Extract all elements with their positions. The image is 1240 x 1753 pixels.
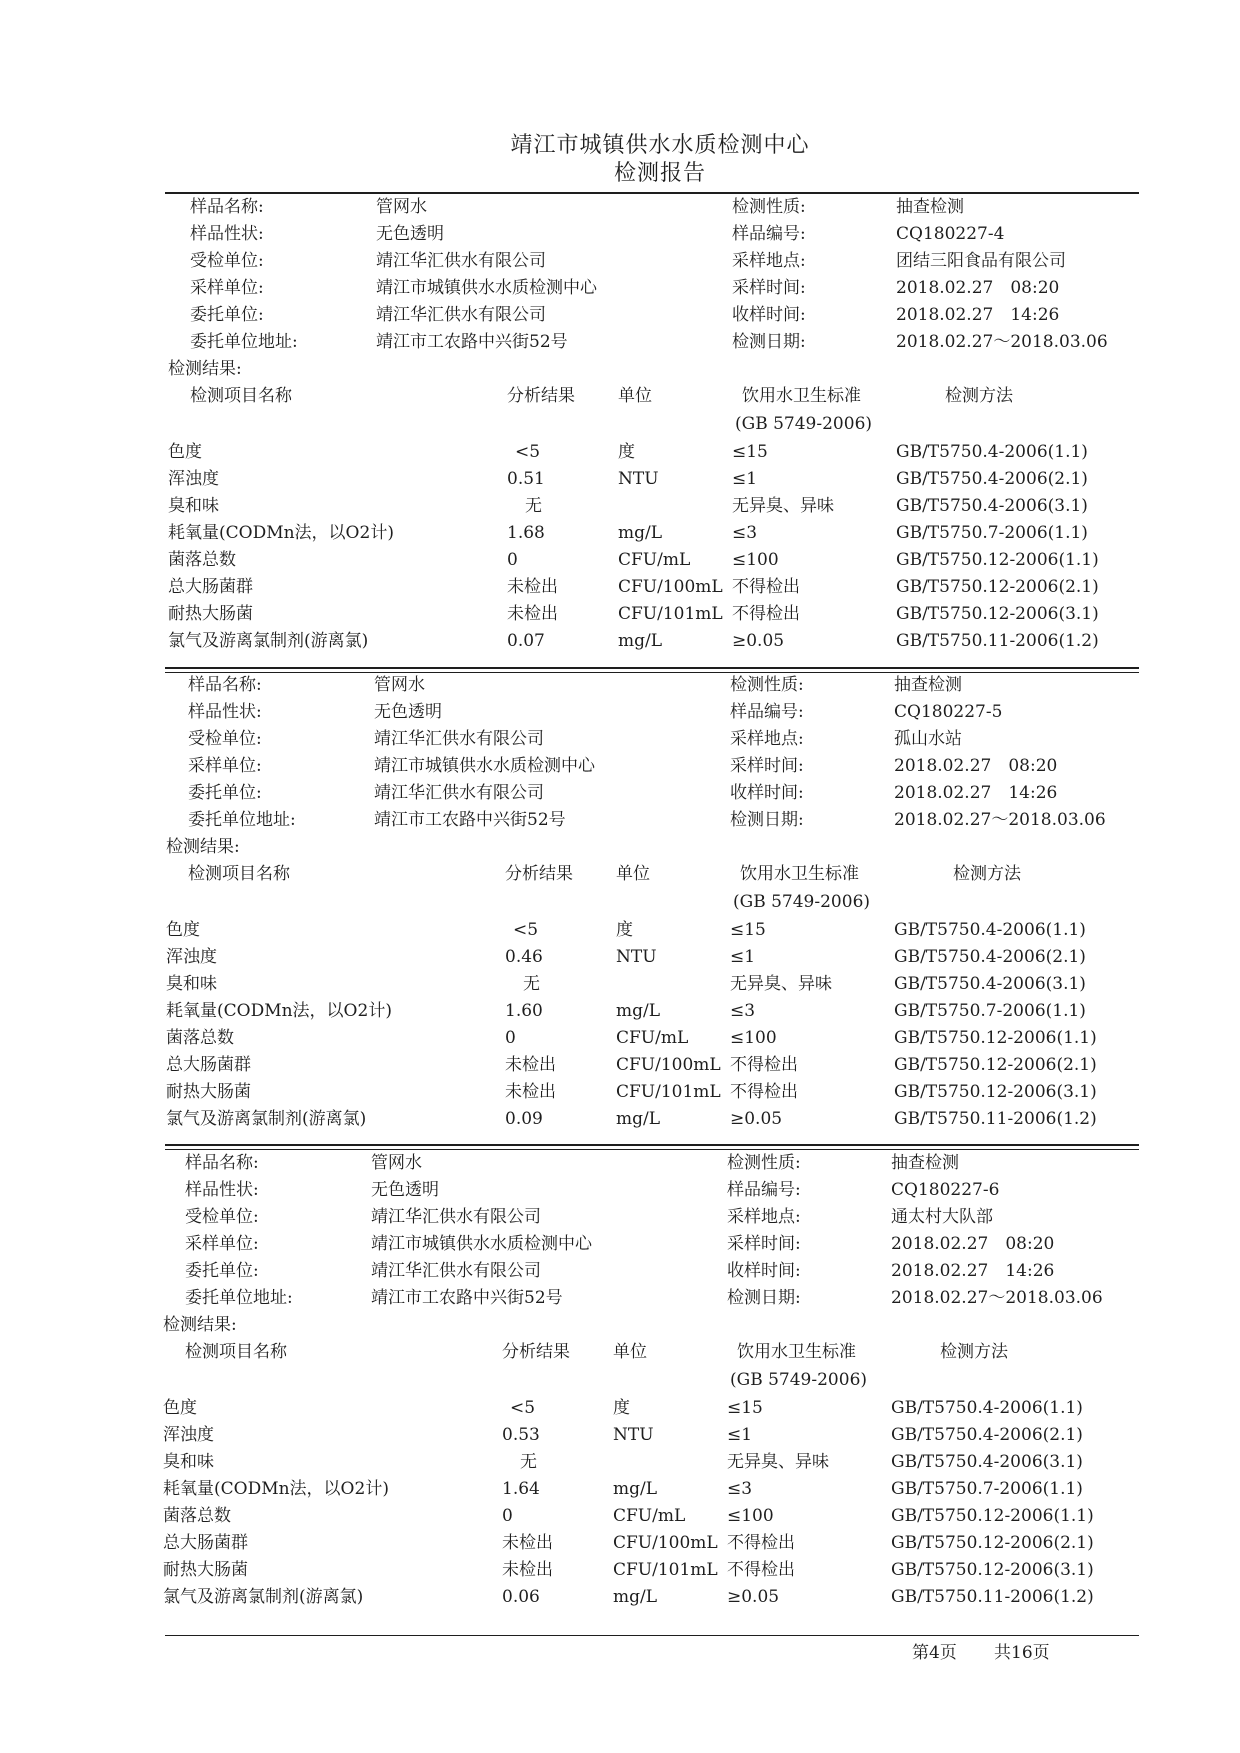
result-unit: mg/L: [618, 523, 663, 543]
result-unit: mg/L: [613, 1479, 658, 1499]
result-item: 氯气及游离氯制剂(游离氯): [166, 1109, 367, 1129]
result-method: GB/T5750.12-2006(1.1): [894, 1028, 1097, 1048]
result-method: GB/T5750.4-2006(1.1): [896, 442, 1088, 462]
col-header-result: 分析结果: [502, 1342, 570, 1362]
result-value: 未检出: [502, 1533, 553, 1553]
result-method: GB/T5750.12-2006(1.1): [896, 550, 1099, 570]
value-client-unit: 靖江华汇供水有限公司: [376, 305, 546, 325]
label-receiving-time: 收样时间:: [730, 783, 804, 803]
label-sample-property: 样品性状:: [190, 224, 264, 244]
result-value: 0.53: [502, 1425, 540, 1445]
result-item: 浑浊度: [166, 947, 217, 967]
result-standard: ≤15: [727, 1398, 763, 1418]
result-value: 1.64: [502, 1479, 540, 1499]
label-sample-no: 样品编号:: [732, 224, 806, 244]
result-standard: ≤3: [727, 1479, 753, 1499]
result-method: GB/T5750.12-2006(1.1): [891, 1506, 1094, 1526]
footer-divider: [165, 1635, 1139, 1636]
result-standard: 不得检出: [730, 1055, 798, 1075]
label-inspected-unit: 受检单位:: [188, 729, 262, 749]
result-method: GB/T5750.12-2006(2.1): [894, 1055, 1097, 1075]
value-sampling-time: 2018.02.27 08:20: [894, 756, 1058, 776]
result-standard: 不得检出: [727, 1533, 795, 1553]
label-client-address: 委托单位地址:: [185, 1288, 293, 1308]
result-value: 未检出: [502, 1560, 553, 1580]
result-unit: CFU/101mL: [616, 1082, 721, 1102]
result-unit: CFU/101mL: [613, 1560, 718, 1580]
result-standard: ≤100: [732, 550, 779, 570]
result-value: 0.46: [505, 947, 543, 967]
label-test-nature: 检测性质:: [727, 1153, 801, 1173]
result-standard: ≤15: [732, 442, 768, 462]
value-receiving-time: 2018.02.27 14:26: [894, 783, 1058, 803]
result-method: GB/T5750.12-2006(2.1): [896, 577, 1099, 597]
col-header-standard-ref: (GB 5749-2006): [735, 414, 873, 434]
value-client-address: 靖江市工农路中兴街52号: [371, 1288, 563, 1308]
value-test-nature: 抽查检测: [891, 1153, 959, 1173]
label-sample-property: 样品性状:: [185, 1180, 259, 1200]
result-unit: CFU/mL: [618, 550, 691, 570]
label-sampling-time: 采样时间:: [732, 278, 806, 298]
value-sample-property: 无色透明: [374, 702, 442, 722]
result-unit: mg/L: [616, 1001, 661, 1021]
result-method: GB/T5750.11-2006(1.2): [891, 1587, 1094, 1607]
result-method: GB/T5750.7-2006(1.1): [896, 523, 1088, 543]
result-unit: CFU/100mL: [613, 1533, 718, 1553]
result-item: 浑浊度: [163, 1425, 214, 1445]
value-sample-no: CQ180227-6: [891, 1180, 1000, 1200]
value-receiving-time: 2018.02.27 14:26: [896, 305, 1060, 325]
result-method: GB/T5750.12-2006(3.1): [894, 1082, 1097, 1102]
result-standard: ≥0.05: [727, 1587, 780, 1607]
result-item: 臭和味: [166, 974, 217, 994]
label-sampling-time: 采样时间:: [727, 1234, 801, 1254]
result-standard: ≤3: [730, 1001, 756, 1021]
result-standard: 无异臭、异味: [732, 496, 834, 516]
label-client-unit: 委托单位:: [188, 783, 262, 803]
result-item: 色度: [163, 1398, 197, 1418]
result-value: 0: [502, 1506, 513, 1526]
result-unit: CFU/101mL: [618, 604, 723, 624]
value-sampling-site: 团结三阳食品有限公司: [896, 251, 1066, 271]
value-sampling-site: 通太村大队部: [891, 1207, 993, 1227]
col-header-item: 检测项目名称: [190, 386, 292, 406]
result-method: GB/T5750.4-2006(3.1): [894, 974, 1086, 994]
value-sample-name: 管网水: [376, 197, 427, 217]
value-sample-name: 管网水: [371, 1153, 422, 1173]
label-sampling-site: 采样地点:: [732, 251, 806, 271]
result-value: 未检出: [505, 1082, 556, 1102]
result-item: 耗氧量(CODMn法，以O2计): [166, 1001, 392, 1021]
label-inspected-unit: 受检单位:: [185, 1207, 259, 1227]
result-item: 耐热大肠菌: [168, 604, 253, 624]
total-pages: 共16页: [994, 1643, 1050, 1663]
result-item: 总大肠菌群: [166, 1055, 251, 1075]
result-value: 0.07: [507, 631, 545, 651]
result-method: GB/T5750.7-2006(1.1): [891, 1479, 1083, 1499]
result-method: GB/T5750.4-2006(2.1): [894, 947, 1086, 967]
label-sample-no: 样品编号:: [727, 1180, 801, 1200]
label-client-address: 委托单位地址:: [188, 810, 296, 830]
value-sampling-unit: 靖江市城镇供水水质检测中心: [371, 1234, 592, 1254]
label-results: 检测结果:: [163, 1315, 237, 1335]
col-header-unit: 单位: [613, 1342, 647, 1362]
label-sample-property: 样品性状:: [188, 702, 262, 722]
value-test-nature: 抽查检测: [896, 197, 964, 217]
result-item: 色度: [166, 920, 200, 940]
value-test-nature: 抽查检测: [894, 675, 962, 695]
value-sampling-time: 2018.02.27 08:20: [896, 278, 1060, 298]
value-test-date: 2018.02.27～2018.03.06: [891, 1288, 1103, 1308]
value-inspected-unit: 靖江华汇供水有限公司: [371, 1207, 541, 1227]
result-unit: NTU: [618, 469, 659, 489]
result-unit: mg/L: [616, 1109, 661, 1129]
result-item: 菌落总数: [163, 1506, 231, 1526]
result-method: GB/T5750.4-2006(2.1): [896, 469, 1088, 489]
col-header-method: 检测方法: [940, 1342, 1008, 1362]
col-header-result: 分析结果: [505, 864, 573, 884]
result-item: 菌落总数: [168, 550, 236, 570]
result-standard: ≤1: [730, 947, 756, 967]
result-method: GB/T5750.4-2006(3.1): [896, 496, 1088, 516]
col-header-method: 检测方法: [953, 864, 1021, 884]
value-sample-name: 管网水: [374, 675, 425, 695]
label-results: 检测结果:: [166, 837, 240, 857]
col-header-method: 检测方法: [945, 386, 1013, 406]
value-sample-no: CQ180227-5: [894, 702, 1003, 722]
col-header-standard-ref: (GB 5749-2006): [730, 1370, 868, 1390]
result-standard: 不得检出: [727, 1560, 795, 1580]
label-sampling-unit: 采样单位:: [190, 278, 264, 298]
result-method: GB/T5750.12-2006(3.1): [896, 604, 1099, 624]
value-inspected-unit: 靖江华汇供水有限公司: [374, 729, 544, 749]
result-value: 1.68: [507, 523, 545, 543]
result-value: 未检出: [507, 604, 558, 624]
value-client-address: 靖江市工农路中兴街52号: [376, 332, 568, 352]
col-header-item: 检测项目名称: [188, 864, 290, 884]
result-method: GB/T5750.7-2006(1.1): [894, 1001, 1086, 1021]
result-standard: 不得检出: [730, 1082, 798, 1102]
result-standard: 无异臭、异味: [730, 974, 832, 994]
result-item: 总大肠菌群: [163, 1533, 248, 1553]
result-method: GB/T5750.11-2006(1.2): [896, 631, 1099, 651]
value-sample-property: 无色透明: [371, 1180, 439, 1200]
result-item: 耗氧量(CODMn法，以O2计): [168, 523, 394, 543]
result-unit: 度: [616, 920, 633, 940]
col-header-item: 检测项目名称: [185, 1342, 287, 1362]
result-standard: 无异臭、异味: [727, 1452, 829, 1472]
result-value: 无: [523, 974, 540, 994]
result-standard: ≤15: [730, 920, 766, 940]
result-method: GB/T5750.4-2006(1.1): [891, 1398, 1083, 1418]
result-method: GB/T5750.4-2006(3.1): [891, 1452, 1083, 1472]
label-sampling-unit: 采样单位:: [185, 1234, 259, 1254]
label-client-unit: 委托单位:: [190, 305, 264, 325]
result-standard: ≤3: [732, 523, 758, 543]
result-value: 0: [507, 550, 518, 570]
result-value: 未检出: [507, 577, 558, 597]
value-client-unit: 靖江华汇供水有限公司: [371, 1261, 541, 1281]
col-header-unit: 单位: [616, 864, 650, 884]
value-test-date: 2018.02.27～2018.03.06: [894, 810, 1106, 830]
col-header-standard: 饮用水卫生标准: [742, 386, 861, 406]
label-test-date: 检测日期:: [727, 1288, 801, 1308]
result-value: <5: [513, 920, 539, 940]
value-test-date: 2018.02.27～2018.03.06: [896, 332, 1108, 352]
result-value: 0.09: [505, 1109, 543, 1129]
result-item: 耗氧量(CODMn法，以O2计): [163, 1479, 389, 1499]
result-item: 耐热大肠菌: [166, 1082, 251, 1102]
result-item: 氯气及游离氯制剂(游离氯): [163, 1587, 364, 1607]
result-unit: CFU/mL: [613, 1506, 686, 1526]
result-unit: mg/L: [618, 631, 663, 651]
result-value: <5: [510, 1398, 536, 1418]
value-sample-no: CQ180227-4: [896, 224, 1005, 244]
label-sample-name: 样品名称:: [185, 1153, 259, 1173]
value-sampling-unit: 靖江市城镇供水水质检测中心: [376, 278, 597, 298]
label-sampling-site: 采样地点:: [730, 729, 804, 749]
result-value: 无: [520, 1452, 537, 1472]
result-value: 无: [525, 496, 542, 516]
label-receiving-time: 收样时间:: [732, 305, 806, 325]
result-unit: NTU: [616, 947, 657, 967]
result-method: GB/T5750.4-2006(2.1): [891, 1425, 1083, 1445]
value-sampling-time: 2018.02.27 08:20: [891, 1234, 1055, 1254]
label-client-address: 委托单位地址:: [190, 332, 298, 352]
value-sample-property: 无色透明: [376, 224, 444, 244]
result-unit: NTU: [613, 1425, 654, 1445]
result-unit: CFU/100mL: [616, 1055, 721, 1075]
label-test-nature: 检测性质:: [732, 197, 806, 217]
label-test-date: 检测日期:: [730, 810, 804, 830]
result-value: <5: [515, 442, 541, 462]
result-method: GB/T5750.12-2006(2.1): [891, 1533, 1094, 1553]
sample-section-3: [0, 956, 1235, 1607]
report-title: 靖江市城镇供水水质检测中心: [510, 133, 810, 158]
label-inspected-unit: 受检单位:: [190, 251, 264, 271]
value-client-unit: 靖江华汇供水有限公司: [374, 783, 544, 803]
value-inspected-unit: 靖江华汇供水有限公司: [376, 251, 546, 271]
result-item: 耐热大肠菌: [163, 1560, 248, 1580]
result-standard: ≤100: [727, 1506, 774, 1526]
result-item: 色度: [168, 442, 202, 462]
label-client-unit: 委托单位:: [185, 1261, 259, 1281]
result-item: 菌落总数: [166, 1028, 234, 1048]
value-sampling-site: 孤山水站: [894, 729, 962, 749]
sample-section-2: [0, 478, 1238, 1129]
result-value: 1.60: [505, 1001, 543, 1021]
label-results: 检测结果:: [168, 359, 242, 379]
label-sample-no: 样品编号:: [730, 702, 804, 722]
result-item: 总大肠菌群: [168, 577, 253, 597]
label-test-nature: 检测性质:: [730, 675, 804, 695]
result-value: 0.51: [507, 469, 545, 489]
value-client-address: 靖江市工农路中兴街52号: [374, 810, 566, 830]
label-sample-name: 样品名称:: [190, 197, 264, 217]
result-standard: ≥0.05: [732, 631, 785, 651]
result-item: 臭和味: [168, 496, 219, 516]
result-standard: ≤1: [732, 469, 758, 489]
value-sampling-unit: 靖江市城镇供水水质检测中心: [374, 756, 595, 776]
result-item: 臭和味: [163, 1452, 214, 1472]
result-standard: 不得检出: [732, 577, 800, 597]
result-method: GB/T5750.11-2006(1.2): [894, 1109, 1097, 1129]
result-item: 浑浊度: [168, 469, 219, 489]
label-sample-name: 样品名称:: [188, 675, 262, 695]
result-unit: 度: [613, 1398, 630, 1418]
result-method: GB/T5750.4-2006(1.1): [894, 920, 1086, 940]
result-standard: ≤100: [730, 1028, 777, 1048]
value-receiving-time: 2018.02.27 14:26: [891, 1261, 1055, 1281]
result-unit: 度: [618, 442, 635, 462]
result-unit: mg/L: [613, 1587, 658, 1607]
label-sampling-site: 采样地点:: [727, 1207, 801, 1227]
col-header-unit: 单位: [618, 386, 652, 406]
page-number: 第4页: [912, 1643, 957, 1663]
result-item: 氯气及游离氯制剂(游离氯): [168, 631, 369, 651]
result-value: 0: [505, 1028, 516, 1048]
report-subtitle: 检测报告: [613, 161, 706, 186]
label-test-date: 检测日期:: [732, 332, 806, 352]
result-method: GB/T5750.12-2006(3.1): [891, 1560, 1094, 1580]
result-standard: ≥0.05: [730, 1109, 783, 1129]
label-receiving-time: 收样时间:: [727, 1261, 801, 1281]
result-value: 0.06: [502, 1587, 540, 1607]
col-header-standard: 饮用水卫生标准: [737, 1342, 856, 1362]
col-header-standard: 饮用水卫生标准: [740, 864, 859, 884]
result-value: 未检出: [505, 1055, 556, 1075]
result-standard: 不得检出: [732, 604, 800, 624]
col-header-standard-ref: (GB 5749-2006): [733, 892, 871, 912]
label-sampling-unit: 采样单位:: [188, 756, 262, 776]
result-unit: CFU/100mL: [618, 577, 723, 597]
label-sampling-time: 采样时间:: [730, 756, 804, 776]
result-standard: ≤1: [727, 1425, 753, 1445]
col-header-result: 分析结果: [507, 386, 575, 406]
sample-section-1: [0, 0, 1240, 651]
result-unit: CFU/mL: [616, 1028, 689, 1048]
